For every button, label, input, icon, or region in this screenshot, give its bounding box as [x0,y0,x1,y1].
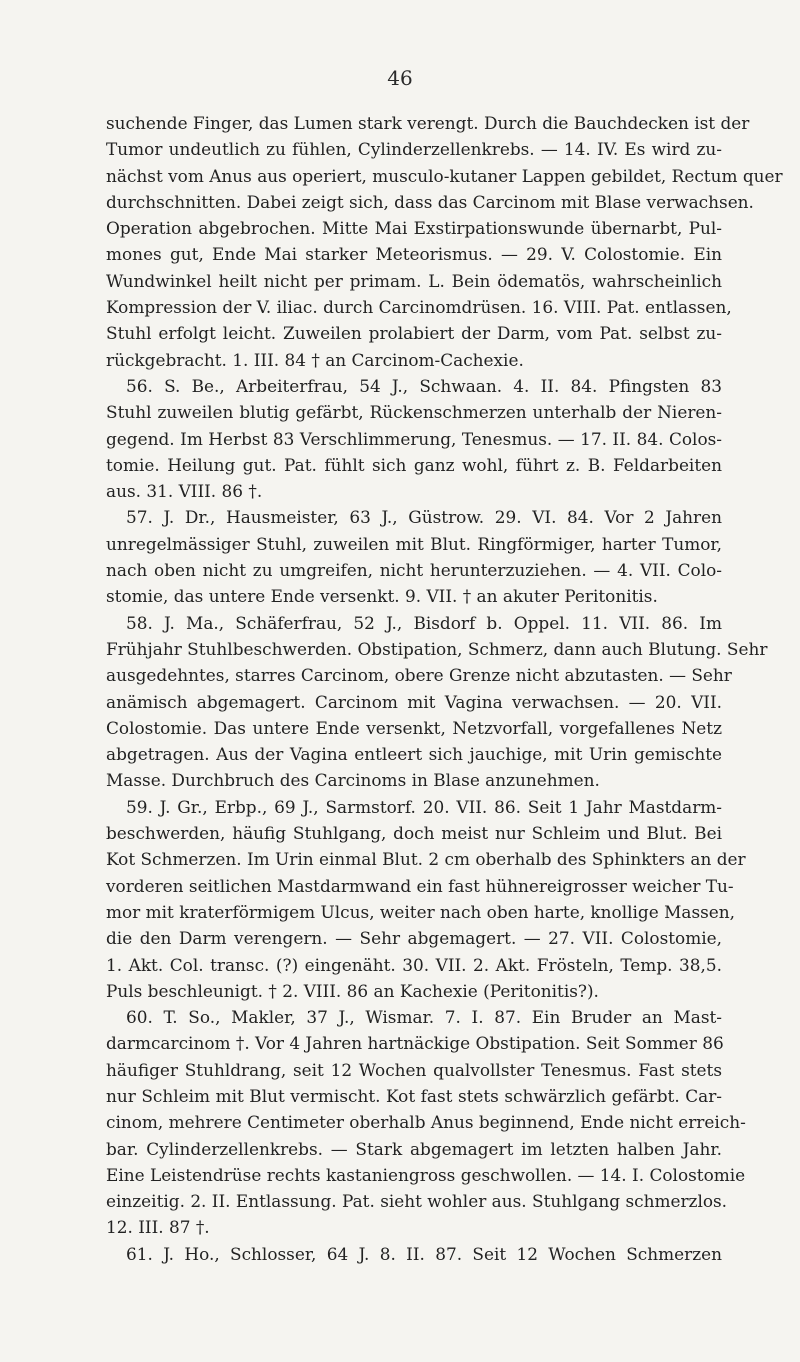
text-line: 58. J. Ma., Schäferfrau, 52 J., Bisdorf b. Oppel. 11. VII. 86. Im [126,612,722,633]
text-line: 57. J. Dr., Hausmeister, 63 J., Güstrow. 29. VI. 84. Vor 2 Jahren [126,507,722,528]
text-line: Stuhl erfolgt leicht. Zuweilen prolabiert der Darm, vom Pat. selbst zu- [106,323,722,344]
text-line: ausgedehntes, starres Carcinom, obere Grenze nicht abzutasten. — Sehr [106,665,732,686]
text-line: die den Darm verengern. — Sehr abgemagert. — 27. VII. Colostomie, [106,928,722,949]
text-line: Frühjahr Stuhlbeschwerden. Obstipation, Schmerz, dann auch Blutung. Sehr [106,638,768,659]
text-line: Kompression der V. iliac. durch Carcinomdrüsen. 16. VIII. Pat. entlassen, [106,297,732,318]
text-line: Wundwinkel heilt nicht per primam. L. Bein ödematös, wahrscheinlich [106,270,722,291]
text-line: unregelmässiger Stuhl, zuweilen mit Blut. Ringförmiger, harter Tumor, [106,533,722,554]
page-number: 46 [387,66,413,90]
text-line: vorderen seitlichen Mastdarmwand ein fast hühnereigrosser weicher Tu- [106,875,734,896]
text-line: cinom, mehrere Centimeter oberhalb Anus beginnend, Ende nicht erreich- [106,1112,746,1133]
body-text [106,110,783,1267]
text-line: 12. III. 87 †. [106,1217,210,1238]
text-line: Stuhl zuweilen blutig gefärbt, Rückenschmerzen unterhalb der Nieren- [106,402,722,423]
text-line: Tumor undeutlich zu fühlen, Cylinderzellenkrebs. — 14. IV. Es wird zu- [106,139,722,160]
text-line: häufiger Stuhldrang, seit 12 Wochen qualvollster Tenesmus. Fast stets [106,1059,722,1080]
text-line: Colostomie. Das untere Ende versenkt, Netzvorfall, vorgefallenes Netz [106,717,722,738]
text-line: 60. T. So., Makler, 37 J., Wismar. 7. I. 87. Ein Bruder an Mast- [126,1007,722,1028]
text-line: bar. Cylinderzellenkrebs. — Stark abgemagert im letzten halben Jahr. [106,1138,722,1159]
text-line: nächst vom Anus aus operiert, musculo-kutaner Lappen gebildet, Rectum quer [106,165,783,186]
text-line: mor mit kraterförmigem Ulcus, weiter nach oben harte, knollige Massen, [106,901,736,922]
text-line: nach oben nicht zu umgreifen, nicht herunterzuziehen. — 4. VII. Colo- [106,560,722,581]
text-line: einzeitig. 2. II. Entlassung. Pat. sieht wohler aus. Stuhlgang schmerzlos. [106,1191,728,1212]
text-line: abgetragen. Aus der Vagina entleert sich jauchige, mit Urin gemischte [106,744,722,765]
text-line: rückgebracht. 1. III. 84 † an Carcinom-Cachexie. [106,349,524,370]
text-line: 59. J. Gr., Erbp., 69 J., Sarmstorf. 20. VII. 86. Seit 1 Jahr Mastdarm- [126,796,722,817]
text-line: 61. J. Ho., Schlosser, 64 J. 8. II. 87. Seit 12 Wochen Schmerzen [126,1243,722,1264]
text-line: Eine Leistendrüse rechts kastaniengross geschwollen. — 14. I. Colostomie [106,1164,746,1185]
text-line: darmcarcinom †. Vor 4 Jahren hartnäckige Obstipation. Seit Sommer 86 [106,1033,724,1054]
text-line: 1. Akt. Col. transc. (?) eingenäht. 30. VII. 2. Akt. Frösteln, Temp. 38,5. [106,954,722,975]
text-line: gegend. Im Herbst 83 Verschlimmerung, Tenesmus. — 17. II. 84. Colos- [106,428,722,449]
text-line: 56. S. Be., Arbeiterfrau, 54 J., Schwaan. 4. II. 84. Pfingsten 83 [126,375,722,396]
text-line: stomie, das untere Ende versenkt. 9. VII. † an akuter Peritonitis. [106,586,658,607]
text-line: durchschnitten. Dabei zeigt sich, dass das Carcinom mit Blase verwachsen. [106,191,754,212]
text-line: Masse. Durchbruch des Carcinoms in Blase anzunehmen. [106,770,600,791]
text-line: anämisch abgemagert. Carcinom mit Vagina verwachsen. — 20. VII. [106,691,722,712]
text-line: tomie. Heilung gut. Pat. fühlt sich ganz wohl, führt z. B. Feldarbeiten [106,454,722,475]
text-line: beschwerden, häufig Stuhlgang, doch meist nur Schleim und Blut. Bei [106,823,722,844]
text-line: aus. 31. VIII. 86 †. [106,481,263,502]
text-line: Puls beschleunigt. † 2. VIII. 86 an Kachexie (Peritonitis?). [106,980,599,1001]
text-line: Kot Schmerzen. Im Urin einmal Blut. 2 cm oberhalb des Sphinkters an der [106,849,746,870]
text-line: mones gut, Ende Mai starker Meteorismus. — 29. V. Colostomie. Ein [106,244,722,265]
text-line: Operation abgebrochen. Mitte Mai Exstirpationswunde übernarbt, Pul- [106,218,722,239]
text-line: nur Schleim mit Blut vermischt. Kot fast stets schwärzlich gefärbt. Car- [106,1085,722,1106]
text-line: suchende Finger, das Lumen stark verengt. Durch die Bauchdecken ist der [106,113,750,133]
